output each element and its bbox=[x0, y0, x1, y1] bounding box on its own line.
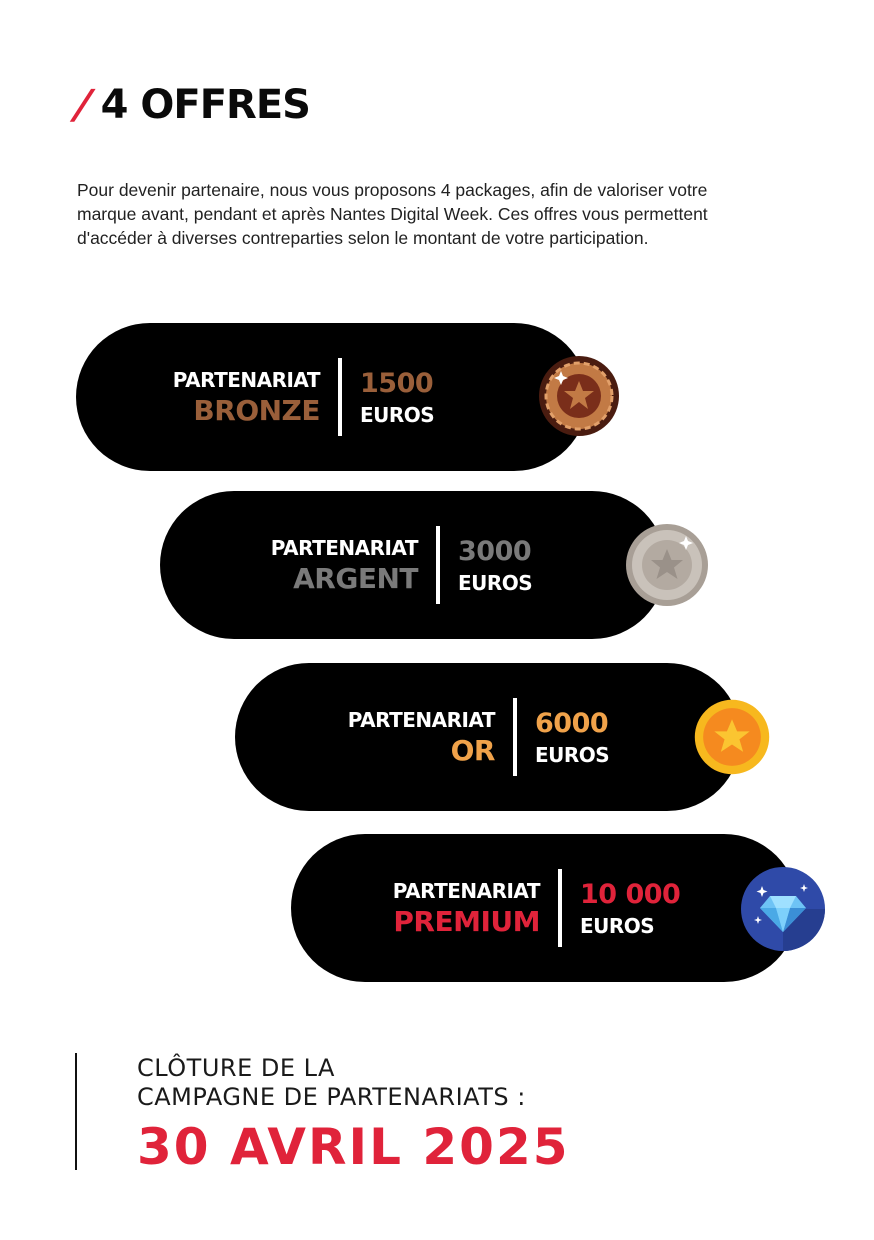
offer-tier: PREMIUM bbox=[393, 904, 540, 938]
offer-divider bbox=[338, 358, 342, 436]
offer-left bbox=[291, 879, 540, 938]
offer-right bbox=[360, 368, 434, 427]
offer-unit: EUROS bbox=[458, 570, 533, 595]
closing-line: CAMPAGNE DE PARTENARIATS : bbox=[137, 1083, 526, 1111]
offer-left bbox=[235, 708, 495, 767]
section-heading bbox=[72, 82, 310, 128]
offer-label: PARTENARIAT bbox=[172, 367, 320, 392]
offer-right bbox=[458, 536, 532, 595]
offer-left bbox=[76, 368, 320, 427]
closing-line: CLÔTURE DE LA bbox=[137, 1054, 335, 1082]
offer-divider bbox=[558, 869, 562, 947]
closing-accent-bar bbox=[75, 1053, 77, 1170]
closing-date: 30 AVRIL 2025 bbox=[137, 1118, 570, 1176]
offer-right bbox=[580, 879, 680, 938]
offer-tier: ARGENT bbox=[293, 561, 418, 595]
bronze-medal-icon bbox=[536, 353, 622, 439]
offer-card-premium bbox=[291, 834, 798, 982]
offer-card-or bbox=[235, 663, 741, 811]
heading-slash: / bbox=[72, 82, 94, 128]
offer-tier: BRONZE bbox=[193, 393, 320, 427]
offer-left bbox=[160, 536, 418, 595]
page-title: 4 OFFRES bbox=[100, 82, 310, 128]
gold-medal-icon bbox=[692, 697, 772, 777]
offer-amount: 10 000 bbox=[580, 878, 681, 910]
offer-amount: 6000 bbox=[535, 707, 609, 739]
offer-unit: EUROS bbox=[580, 913, 655, 938]
offer-label: PARTENARIAT bbox=[270, 535, 418, 560]
diamond-icon bbox=[740, 866, 826, 952]
offer-card-argent bbox=[160, 491, 666, 639]
intro-paragraph bbox=[77, 178, 807, 250]
intro-line: Pour devenir partenaire, nous vous proposons 4 packages, afin de valoriser votre bbox=[77, 180, 708, 200]
offer-label: PARTENARIAT bbox=[347, 707, 495, 732]
offer-divider bbox=[513, 698, 517, 776]
silver-medal-icon bbox=[624, 522, 710, 608]
intro-line: d'accéder à diverses contreparties selon le montant de votre participation. bbox=[77, 228, 649, 248]
offer-right bbox=[535, 708, 609, 767]
offer-unit: EUROS bbox=[535, 742, 610, 767]
offer-amount: 1500 bbox=[360, 367, 434, 399]
offer-unit: EUROS bbox=[360, 402, 435, 427]
closing-block bbox=[137, 1054, 570, 1176]
offer-label: PARTENARIAT bbox=[392, 878, 540, 903]
offer-card-bronze bbox=[76, 323, 588, 471]
offer-amount: 3000 bbox=[458, 535, 532, 567]
offer-divider bbox=[436, 526, 440, 604]
intro-line: marque avant, pendant et après Nantes Digital Week. Ces offres vous permettent bbox=[77, 204, 708, 224]
offer-tier: OR bbox=[450, 733, 495, 767]
